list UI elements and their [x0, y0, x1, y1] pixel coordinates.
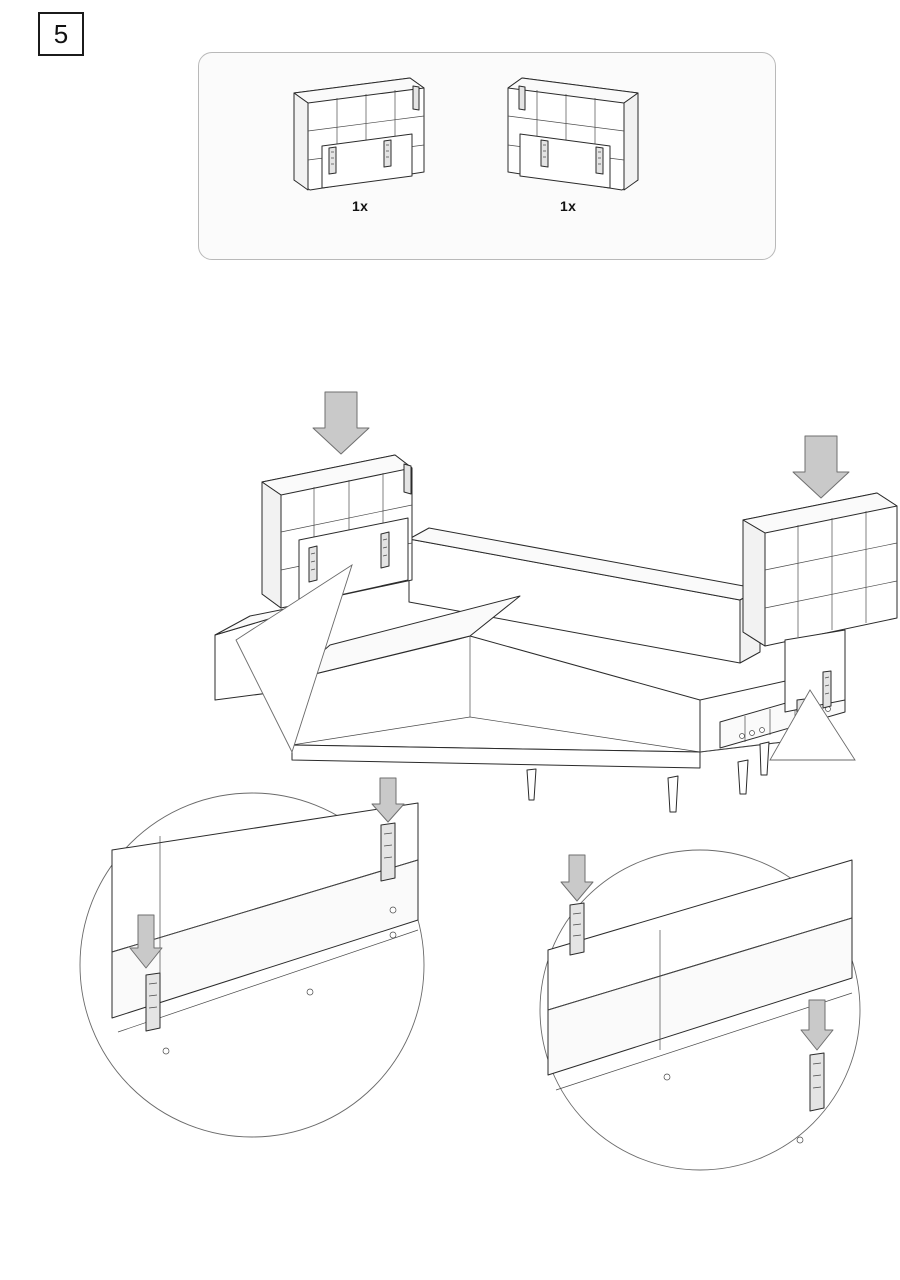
- detail-callout-left-cone: [236, 565, 352, 752]
- detail-callout-right: [540, 850, 860, 1170]
- parts-list-panel: [198, 52, 776, 260]
- armrest-panel-right-installed: [743, 493, 897, 732]
- part-quantity-left: 1x: [352, 198, 369, 214]
- bracket-arrow-upper-right: [561, 855, 593, 901]
- bracket-arrow-lower-left: [130, 915, 162, 968]
- detail-callout-right-cone: [770, 690, 855, 760]
- bracket-arrow-lower-right: [801, 1000, 833, 1050]
- assembly-arrow-right: [793, 0, 900, 498]
- sofa-assembly: [215, 528, 845, 812]
- step-number-badge: 5: [38, 12, 84, 56]
- armrest-panel-left-installed: [262, 455, 412, 608]
- assembly-arrow-left: [313, 392, 369, 454]
- bracket-arrow-upper-left: [372, 778, 404, 822]
- detail-callout-left: [80, 778, 424, 1137]
- part-quantity-right: 1x: [560, 198, 577, 214]
